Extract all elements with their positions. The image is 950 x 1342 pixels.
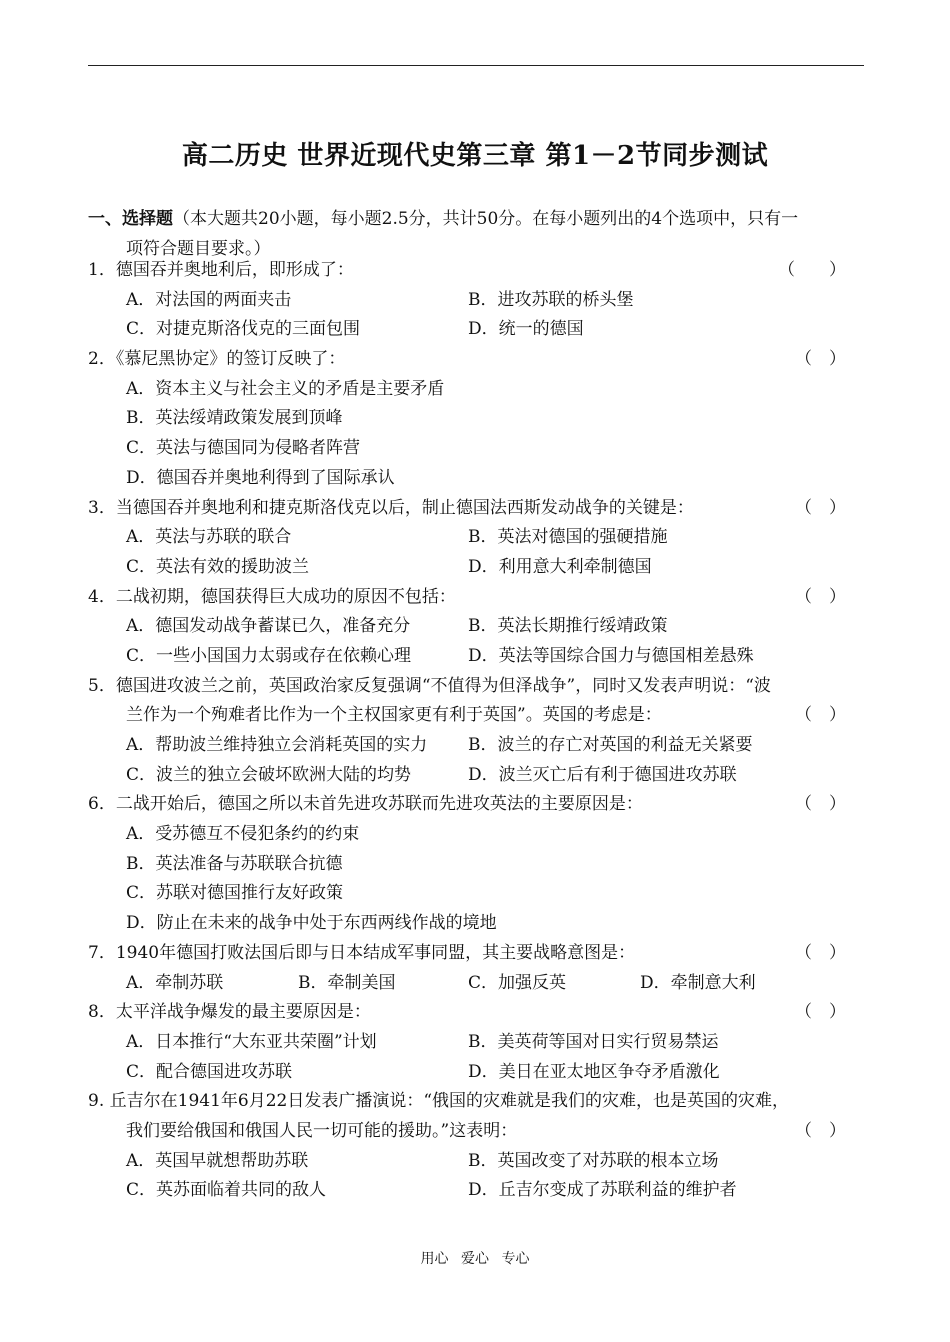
- question-2: [88, 345, 866, 493]
- option-b: B．牵制美国: [298, 972, 396, 993]
- option-b: B．美英荷等国对日实行贸易禁运: [468, 1031, 719, 1052]
- question-stem-line: [88, 256, 866, 286]
- option-b: B．英法绥靖政策发展到顶峰: [126, 408, 343, 429]
- question-stem-line: [88, 998, 866, 1028]
- answer-bracket: （ ）: [795, 586, 846, 607]
- option-a: A．英法与苏联的联合: [126, 527, 292, 548]
- option-b: B．英法长期推行绥靖政策: [468, 616, 668, 637]
- question-5: [88, 672, 866, 791]
- option-c: C．加强反英: [468, 972, 567, 993]
- question-7: [88, 939, 866, 998]
- option-row: [88, 404, 866, 434]
- section-line: [88, 204, 866, 234]
- option-c: C．英法与德国同为侵略者阵营: [126, 438, 361, 459]
- option-row: [88, 850, 866, 880]
- question-8: [88, 998, 866, 1087]
- option-row: [88, 642, 866, 672]
- option-d: D．利用意大利牵制德国: [468, 556, 652, 577]
- option-d: D．防止在未来的战争中处于东西两线作战的境地: [126, 913, 497, 934]
- option-c: C．对捷克斯洛伐克的三面包围: [126, 319, 361, 340]
- option-row: [88, 1147, 866, 1177]
- option-row: [88, 553, 866, 583]
- question-text: 6．二战开始后，德国之所以未首先进攻苏联而先进攻英法的主要原因是：: [88, 794, 643, 815]
- answer-bracket: （ ）: [795, 349, 846, 370]
- option-row: [88, 761, 866, 791]
- option-row: [88, 286, 866, 316]
- answer-bracket: （ ）: [795, 705, 846, 726]
- option-d: D．美日在亚太地区争夺矛盾激化: [468, 1061, 720, 1082]
- question-text: 兰作为一个殉难者比作为一个主权国家更有利于英国”。英国的考虑是：: [126, 705, 662, 726]
- option-c: C．英苏面临着共同的敌人: [126, 1180, 327, 1201]
- option-b: B．英国改变了对苏联的根本立场: [468, 1150, 719, 1171]
- option-b: B．进攻苏联的桥头堡: [468, 289, 634, 310]
- option-row: [88, 434, 866, 464]
- question-stem-line: [88, 672, 866, 702]
- option-a: A．牵制苏联: [126, 972, 224, 993]
- option-row: [88, 523, 866, 553]
- option-c: C．苏联对德国推行友好政策: [126, 883, 344, 904]
- question-stem-line: [88, 1087, 866, 1117]
- option-row: [88, 879, 866, 909]
- option-row: [88, 1058, 866, 1088]
- question-stem-line: [88, 701, 866, 731]
- option-d: D．英法等国综合国力与德国相差悬殊: [468, 645, 754, 666]
- option-d: D．波兰灭亡后有利于德国进攻苏联: [468, 764, 737, 785]
- option-row: [88, 909, 866, 939]
- question-list: [88, 256, 866, 1206]
- question-text: 7．1940年德国打败法国后即与日本结成军事同盟，其主要战略意图是：: [88, 942, 636, 963]
- question-4: [88, 583, 866, 672]
- answer-bracket: （ ）: [778, 260, 846, 280]
- page-footer: 用心 爱心 专心: [420, 1251, 530, 1267]
- section-note: （本大题共20小题，每小题2.5分，共计50分。在每小题列出的4个选项中，只有一: [173, 209, 799, 229]
- option-c: C．英法有效的援助波兰: [126, 556, 310, 577]
- answer-bracket: （ ）: [795, 1002, 846, 1023]
- option-a: A．日本推行“大东亚共荣圈”计划: [126, 1031, 377, 1052]
- option-c: C．波兰的独立会破坏欧洲大陆的均势: [126, 764, 412, 785]
- option-row: [88, 464, 866, 494]
- answer-bracket: （ ）: [795, 1120, 846, 1141]
- section-heading: 一、选择题: [88, 209, 173, 229]
- option-a: A．资本主义与社会主义的矛盾是主要矛盾: [126, 378, 445, 399]
- question-1: [88, 256, 866, 345]
- option-row: [88, 820, 866, 850]
- option-row: [88, 1028, 866, 1058]
- question-stem-line: [88, 494, 866, 524]
- question-9: [88, 1087, 866, 1206]
- option-c: C．配合德国进攻苏联: [126, 1061, 293, 1082]
- question-stem-line: [88, 583, 866, 613]
- question-text: 1．德国吞并奥地利后，即形成了：: [88, 260, 354, 280]
- option-b: B．英法准备与苏联联合抗德: [126, 853, 343, 874]
- option-row: [88, 315, 866, 345]
- question-stem-line: [88, 345, 866, 375]
- option-d: D．德国吞并奥地利得到了国际承认: [126, 467, 395, 488]
- option-c: C．一些小国国力太弱或存在依赖心理: [126, 645, 412, 666]
- question-text: 我们要给俄国和俄国人民一切可能的援助。”这表明：: [126, 1120, 518, 1141]
- question-stem-line: [88, 939, 866, 969]
- question-3: [88, 494, 866, 583]
- question-text: 8．太平洋战争爆发的最主要原因是：: [88, 1002, 371, 1023]
- option-b: B．波兰的存亡对英国的利益无关紧要: [468, 735, 753, 755]
- option-d: D．牵制意大利: [640, 972, 756, 993]
- option-row: [88, 375, 866, 405]
- document-title: 高二历史 世界近现代史第三章 第1－2节同步测试: [181, 141, 769, 171]
- option-a: A．德国发动战争蓄谋已久，准备充分: [126, 616, 411, 637]
- question-text: 3．当德国吞并奥地利和捷克斯洛伐克以后，制止德国法西斯发动战争的关键是：: [88, 497, 694, 518]
- option-a: A．对法国的两面夹击: [126, 289, 292, 310]
- question-text: 9. 丘吉尔在1941年6月22日发表广播演说：“俄国的灾难就是我们的灾难，也是英国的灾难，: [88, 1091, 790, 1112]
- option-row: [88, 1176, 866, 1206]
- question-text: 2．《慕尼黑协定》的签订反映了：: [88, 349, 346, 370]
- answer-bracket: （ ）: [795, 794, 846, 815]
- question-6: [88, 790, 866, 938]
- option-row: [88, 969, 866, 999]
- question-text: 5．德国进攻波兰之前，英国政治家反复强调“不值得为但泽战争”，同时又发表声明说：“波: [88, 675, 771, 696]
- section-instructions: [88, 204, 866, 264]
- option-row: [88, 612, 866, 642]
- option-a: A．英国早就想帮助苏联: [126, 1150, 309, 1171]
- answer-bracket: （ ）: [795, 942, 846, 963]
- option-b: B．英法对德国的强硬措施: [468, 527, 668, 548]
- answer-bracket: （ ）: [795, 497, 846, 518]
- option-row: [88, 731, 866, 761]
- option-a: A．受苏德互不侵犯条约的约束: [126, 824, 360, 845]
- question-stem-line: [88, 790, 866, 820]
- header-rule: [88, 65, 864, 66]
- question-text: 4．二战初期，德国获得巨大成功的原因不包括：: [88, 586, 456, 607]
- option-a: A．帮助波兰维持独立会消耗英国的实力: [126, 735, 428, 755]
- question-stem-line: [88, 1117, 866, 1147]
- section-note-continued: 项符合题目要求。）: [126, 239, 271, 259]
- option-d: D．丘吉尔变成了苏联利益的维护者: [468, 1180, 737, 1201]
- option-d: D．统一的德国: [468, 319, 584, 340]
